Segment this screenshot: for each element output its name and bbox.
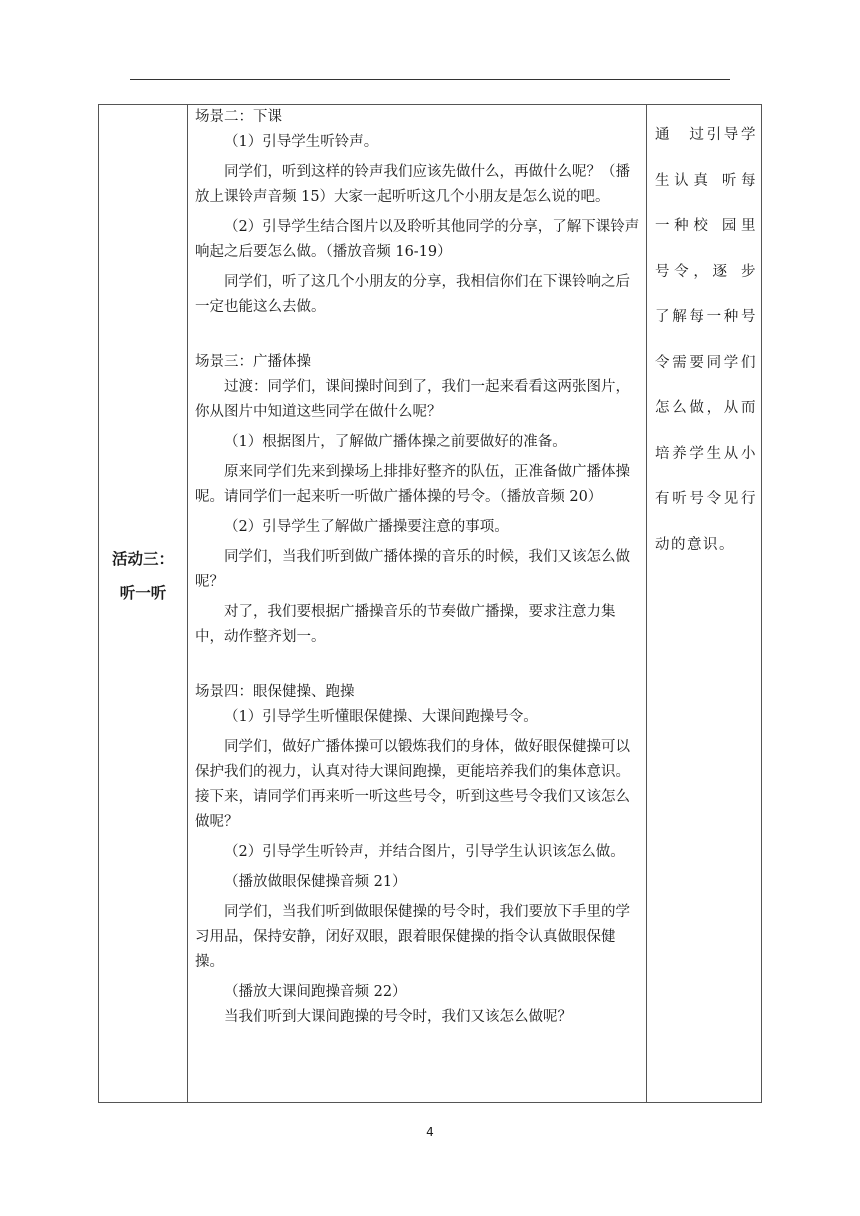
column-divider bbox=[187, 105, 188, 1102]
scene4-heading: 场景四：眼保健操、跑操 bbox=[195, 684, 355, 700]
teaching-content bbox=[195, 105, 641, 1030]
scene2-para2: 同学们，听了这几个小朋友的分享，我相信你们在下课铃响之后一定也能这么去做。 bbox=[195, 274, 630, 315]
scene2-heading: 场景二：下课 bbox=[195, 109, 282, 125]
activity-title-line1: 活动三： bbox=[111, 550, 174, 568]
page-number: 4 bbox=[426, 1125, 434, 1139]
scene3-step2: （2）引导学生了解做广播操要注意的事项。 bbox=[224, 519, 509, 535]
scene3-para1: 原来同学们先来到操场上排排好整齐的队伍，正准备做广播体操呢。请同学们一起来听一听做广播体操的号令。（播放音频 20） bbox=[195, 464, 630, 505]
scene2-step2: （2）引导学生结合图片以及聆听其他同学的分享，了解下课铃声响起之后要怎么做。（播放音频 16-19） bbox=[195, 219, 640, 260]
scene3-step1: （1）根据图片，了解做广播体操之前要做好的准备。 bbox=[224, 434, 567, 450]
scene4-para3: 当我们听到大课间跑操的号令时，我们又该怎么做呢？ bbox=[224, 1009, 572, 1025]
scene2-para1: 同学们，听到这样的铃声我们应该先做什么，再做什么呢？（播放上课铃声音频 15）大家一起听听这几个小朋友是怎么说的吧。 bbox=[195, 164, 630, 205]
scene4-para2: 同学们，当我们听到做眼保健操的号令时，我们要放下手里的学习用品，保持安静，闭好双眼，跟着眼保健操的指令认真做眼保健操。 bbox=[195, 904, 630, 970]
design-purpose: 通 过引导学生认真 听每一种校 园里号令，逐 步了解每一种号令需要同学们怎么做，从而培养学生从小有听号令见行动的意识。 bbox=[655, 127, 757, 553]
header-rule bbox=[130, 79, 730, 80]
scene3-para2: 同学们，当我们听到做广播体操的音乐的时候，我们又该怎么做呢？ bbox=[195, 549, 630, 590]
scene4-step2: （2）引导学生听铃声，并结合图片，引导学生认识该怎么做。 bbox=[224, 844, 625, 860]
scene4-audio22: （播放大课间跑操音频 22） bbox=[224, 984, 407, 1000]
column-divider bbox=[646, 105, 647, 1102]
scene4-step1: （1）引导学生听懂眼保健操、大课间跑操号令。 bbox=[224, 709, 538, 725]
scene3-heading: 场景三：广播体操 bbox=[195, 354, 311, 370]
scene2-step1: （1）引导学生听铃声。 bbox=[224, 134, 379, 150]
scene3-transition: 过渡：同学们，课间操时间到了，我们一起来看看这两张图片，你从图片中知道这些同学在做什么呢？ bbox=[195, 379, 630, 420]
activity-title bbox=[99, 542, 187, 610]
scene4-audio21: （播放做眼保健操音频 21） bbox=[224, 874, 407, 890]
activity-title-line2: 听一听 bbox=[119, 584, 167, 602]
lesson-table bbox=[98, 104, 762, 1103]
scene3-para3: 对了，我们要根据广播操音乐的节奏做广播操，要求注意力集中，动作整齐划一。 bbox=[195, 604, 616, 645]
scene4-para1: 同学们，做好广播体操可以锻炼我们的身体，做好眼保健操可以保护我们的视力，认真对待大课间跑操，更能培养我们的集体意识。接下来，请同学们再来听一听这些号令，听到这些号令我们又该怎么做呢？ bbox=[195, 739, 630, 830]
